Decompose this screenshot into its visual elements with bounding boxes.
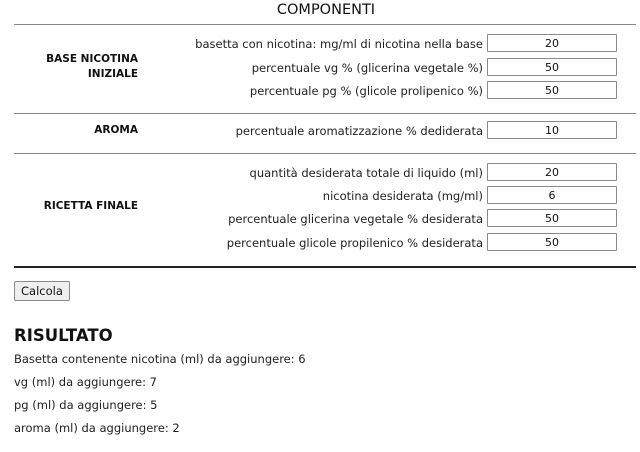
field-label: percentuale vg % (glicerina vegetale %) (251, 61, 483, 75)
result-line: vg (ml) da aggiungere: 7 (14, 375, 157, 389)
field-label: basetta con nicotina: mg/ml di nicotina nella base (195, 37, 483, 51)
field-label: nicotina desiderata (mg/ml) (322, 189, 483, 203)
nicotina-base-input[interactable] (487, 34, 617, 52)
page-title: COMPONENTI (276, 2, 376, 18)
vg-base-input[interactable] (487, 58, 617, 76)
nicotina-desiderata-input[interactable] (487, 186, 617, 204)
form-row-vg-desiderata (14, 209, 636, 229)
result-title: RISULTATO (14, 326, 113, 345)
pg-desiderata-input[interactable] (487, 233, 617, 251)
form-row-nicotina-base (14, 34, 636, 54)
field-label: percentuale aromatizzazione % dediderata (235, 124, 483, 138)
field-label: quantità desiderata totale di liquido (ml) (249, 166, 483, 180)
form-row-quantita (14, 163, 636, 183)
result-line: pg (ml) da aggiungere: 5 (14, 398, 158, 412)
section-label-aroma: AROMA (94, 124, 138, 136)
quantita-input[interactable] (487, 163, 617, 181)
section-base-nicotina (14, 25, 636, 114)
calcola-button[interactable]: Calcola (14, 281, 70, 301)
field-label: percentuale glicole propilenico % desiderata (226, 236, 483, 250)
form-row-nicotina-desiderata (14, 186, 636, 206)
form-bottom-divider (14, 266, 636, 268)
form-row-aroma (14, 121, 636, 141)
form-row-pg-desiderata (14, 233, 636, 253)
section-label-ricetta-finale: RICETTA FINALE (43, 200, 138, 212)
result-line: Basetta contenente nicotina (ml) da aggiungere: 6 (14, 352, 306, 366)
form-row-pg-base (14, 81, 636, 101)
aroma-input[interactable] (487, 121, 617, 139)
result-line: aroma (ml) da aggiungere: 2 (14, 421, 180, 435)
field-label: percentuale glicerina vegetale % desiderata (228, 212, 483, 226)
section-aroma (14, 114, 636, 154)
pg-base-input[interactable] (487, 81, 617, 99)
vg-desiderata-input[interactable] (487, 209, 617, 227)
section-ricetta-finale (14, 154, 636, 266)
section-label-line: BASE NICOTINA (46, 53, 138, 65)
field-label: percentuale pg % (glicole prolipenico %) (249, 84, 483, 98)
section-label-line: INIZIALE (87, 68, 138, 80)
form-row-vg-base (14, 58, 636, 78)
